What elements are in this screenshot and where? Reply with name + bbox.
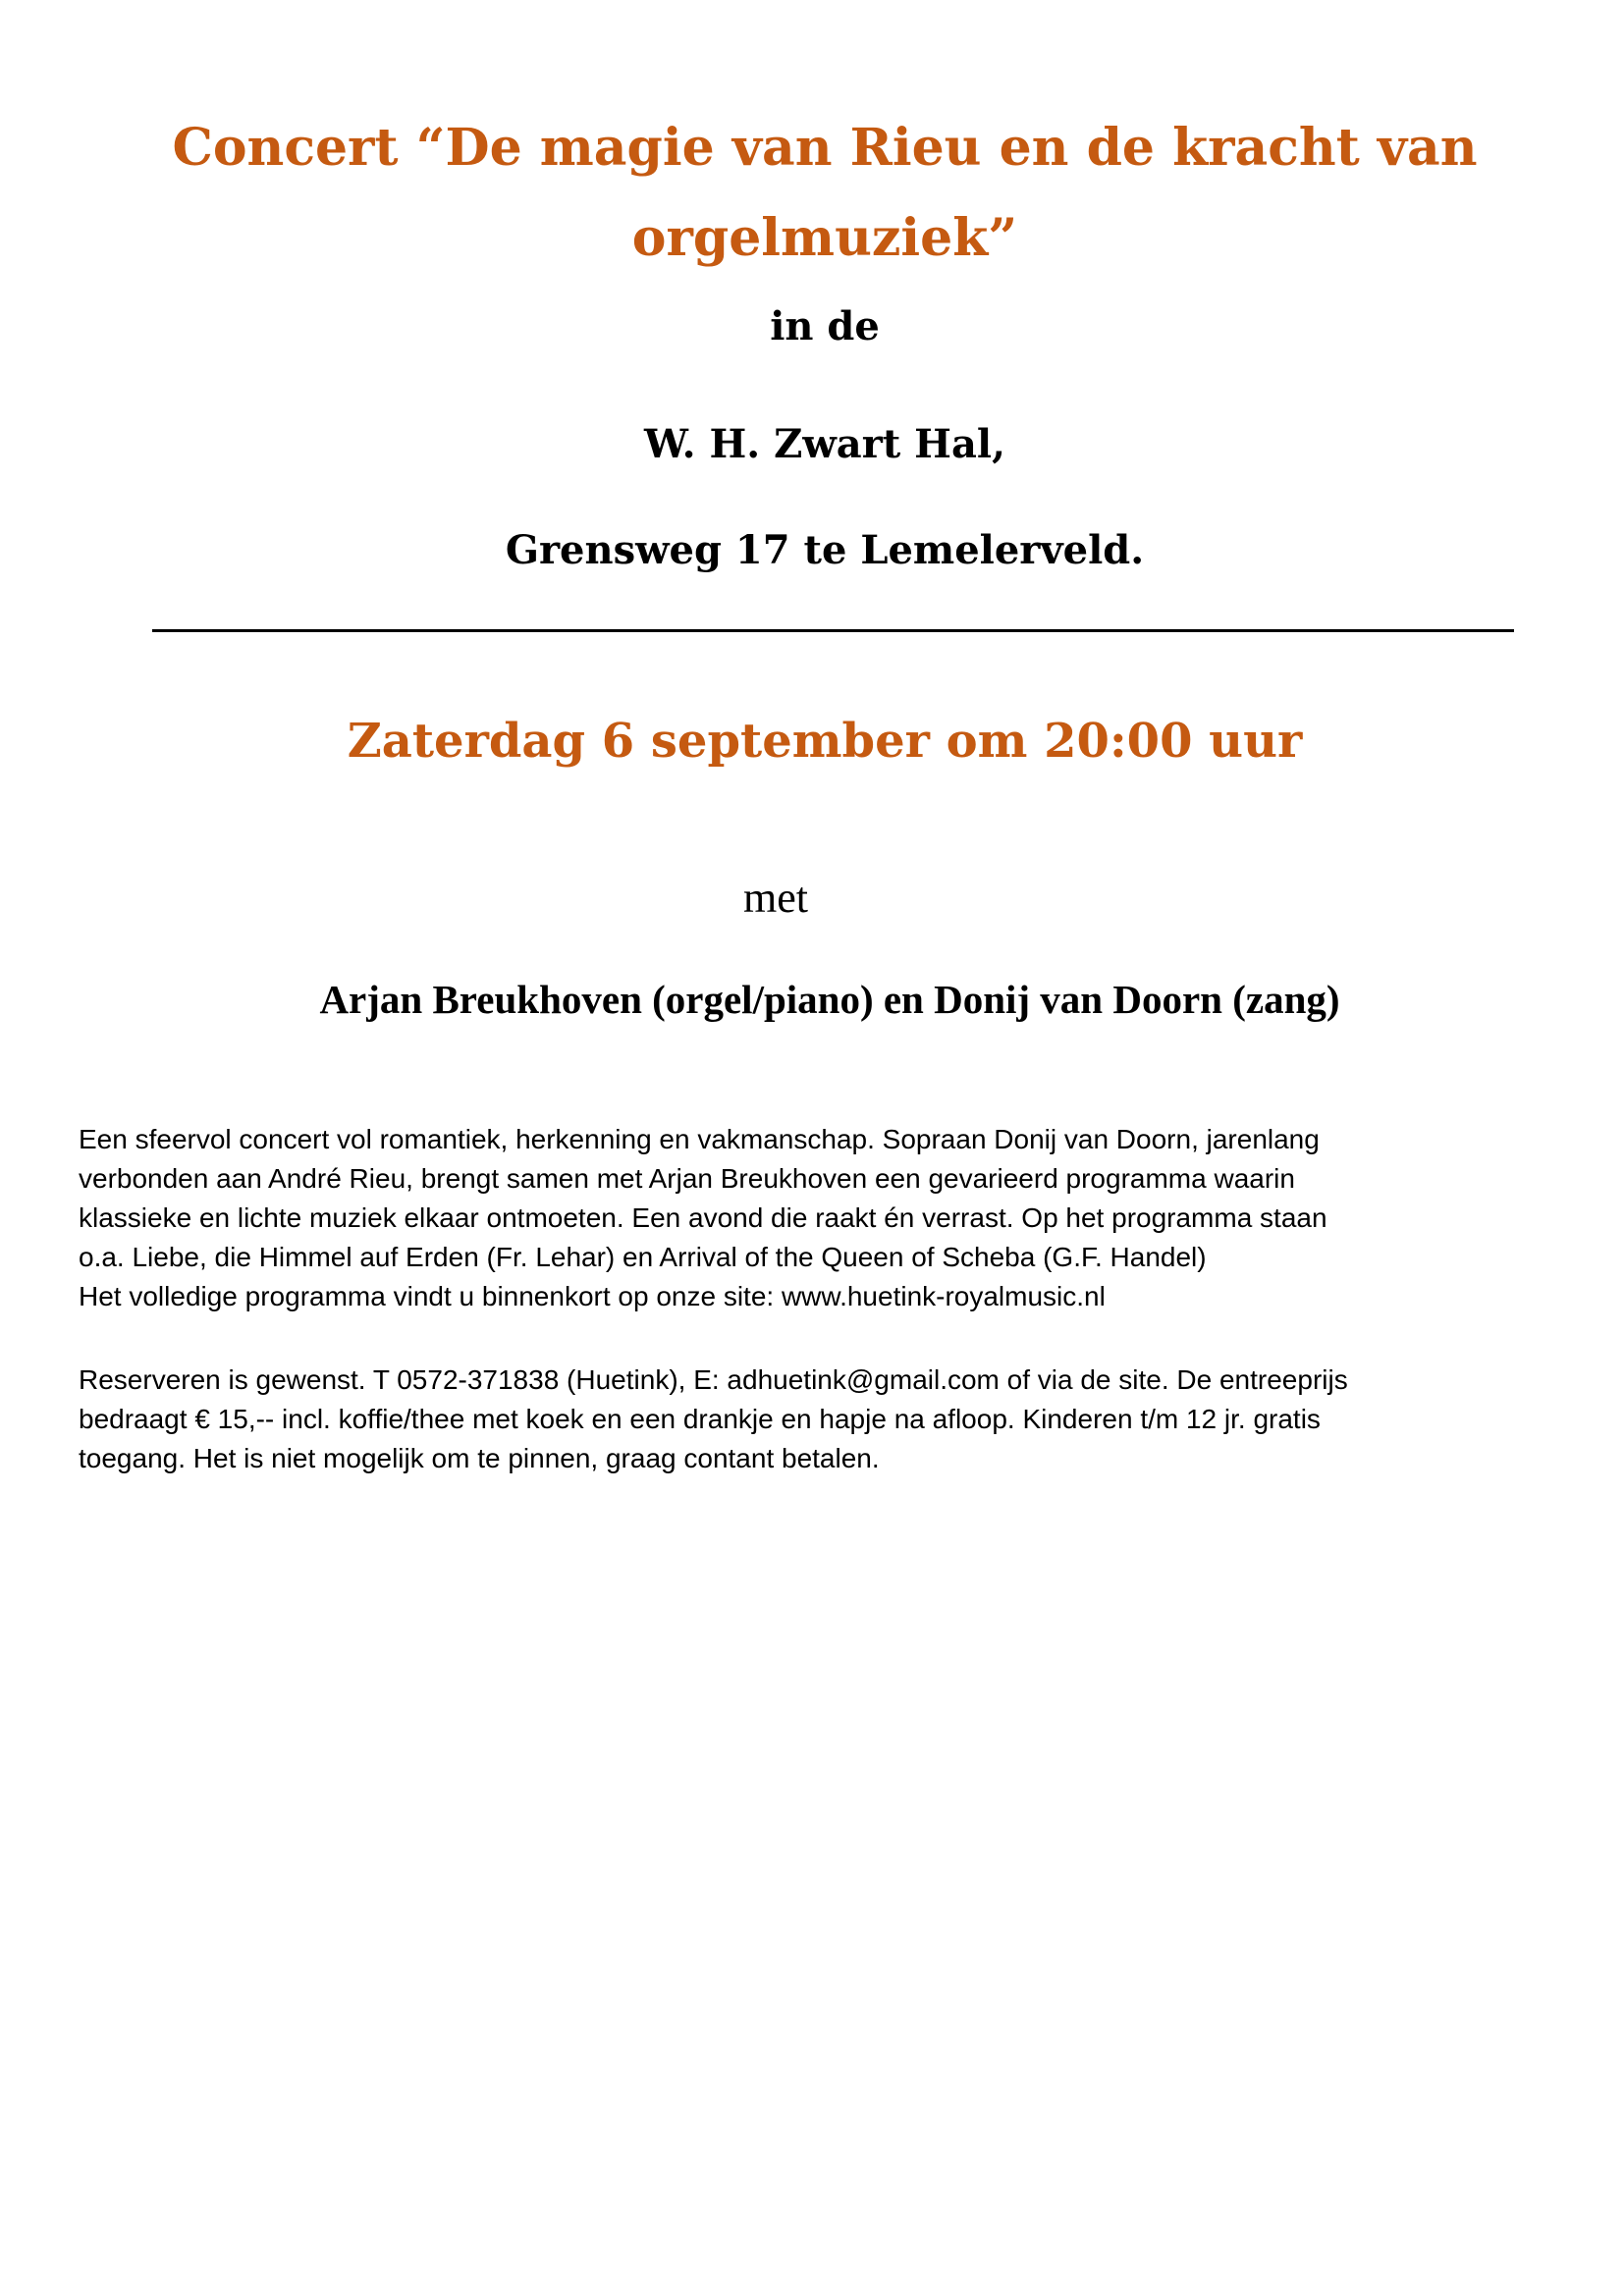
event-date: Zaterdag 6 september om 20:00 uur <box>347 714 1303 769</box>
reservation-line: Reserveren is gewenst. T 0572-371838 (Huetink), E: adhuetink@gmail.com of via de site. De entreeprijs <box>79 1364 1348 1395</box>
description-line: Het volledige programma vindt u binnenkort op onze site: www.huetink-royalmusic.nl <box>79 1281 1106 1311</box>
met-label: met <box>743 874 808 922</box>
description-paragraph <box>79 1120 1551 1316</box>
venue-hall: W. H. Zwart Hal, <box>643 421 1006 467</box>
performers: Arjan Breukhoven (orgel/piano) en Donij van Doorn (zang) <box>319 977 1340 1022</box>
concert-title-line-1: Concert “De magie van Rieu en de kracht van <box>172 118 1478 178</box>
description-line: Een sfeervol concert vol romantiek, herkenning en vakmanschap. Sopraan Donij van Doorn, jarenlang <box>79 1124 1320 1154</box>
description-line: verbonden aan André Rieu, brengt samen met Arjan Breukhoven een gevarieerd programma waarin <box>79 1163 1295 1194</box>
description-line: o.a. Liebe, die Himmel auf Erden (Fr. Lehar) en Arrival of the Queen of Scheba (G.F. Handel) <box>79 1242 1207 1272</box>
divider-line <box>152 629 1514 632</box>
reservation-line: toegang. Het is niet mogelijk om te pinnen, graag contant betalen. <box>79 1443 880 1473</box>
venue-intro: in de <box>770 303 880 349</box>
concert-title-line-2: orgelmuziek” <box>631 208 1018 268</box>
concert-title <box>137 103 1512 284</box>
reservation-line: bedraagt € 15,-- incl. koffie/thee met koek en een drankje en hapje na afloop. Kinderen t/m 12 jr. gratis <box>79 1404 1321 1434</box>
venue-address: Grensweg 17 te Lemelerveld. <box>505 527 1145 573</box>
reservation-paragraph <box>79 1361 1551 1478</box>
description-line: klassieke en lichte muziek elkaar ontmoeten. Een avond die raakt én verrast. Op het programma staan <box>79 1202 1327 1233</box>
